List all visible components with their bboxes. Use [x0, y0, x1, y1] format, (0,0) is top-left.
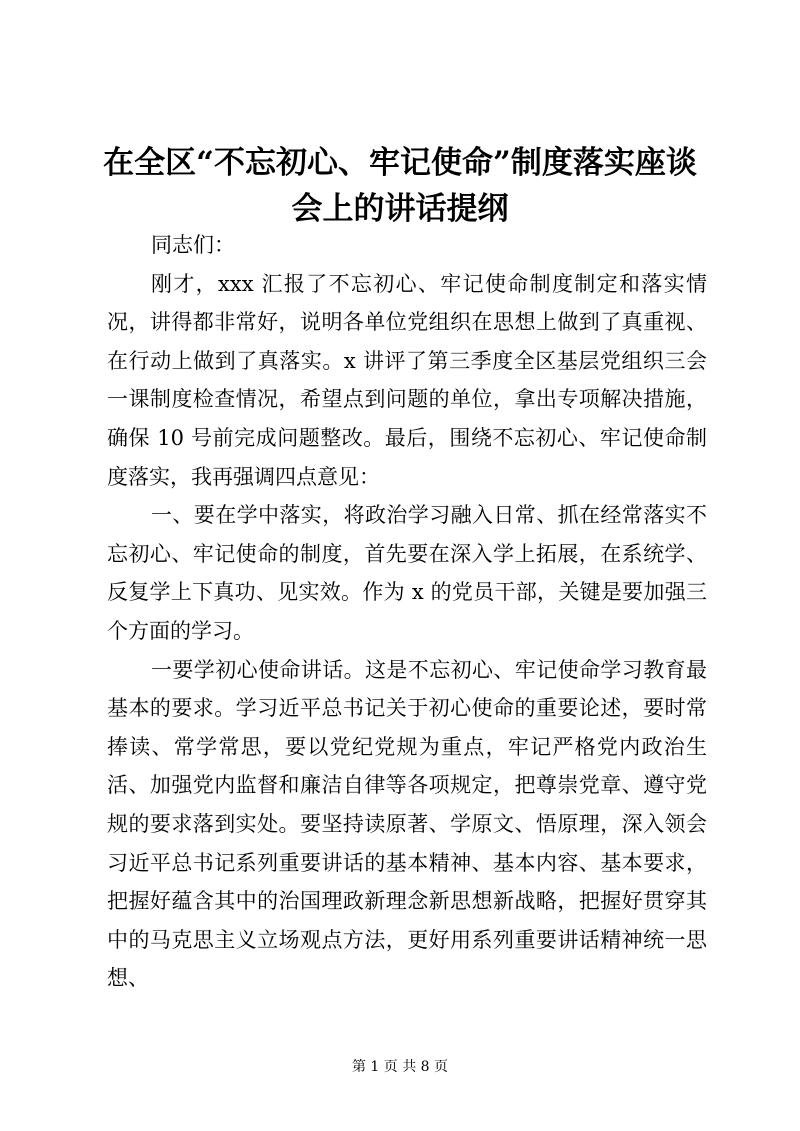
page-footer: 第 1 页 共 8 页: [351, 1059, 449, 1075]
document-title: 在全区“不忘初心、牢记使命”制度落实座谈会上的讲话提纲: [103, 145, 697, 227]
greeting: 同志们：: [151, 233, 235, 257]
paragraph-study-speech: 一要学初心使命讲话。这是不忘初心、牢记使命学习教育最基本的要求。学习近平总书记关于初心使命的重要论述，要时常捧读、常学常思，要以党纪党规为重点，牢记严格党内政治生活、加强党内监督和廉洁自律等各项规定，把尊崇党章、遵守党规的要求落到实处。要坚持读原著、学原文、悟原理，深入领会习近平总书记系列重要讲话的基本精神、基本内容、基本要求，把握好蕴含其中的治国理政新理念新思想新战略，把握好贯穿其中的马克思主义立场观点方法，更好用系列重要讲话精神统一思想、: [107, 657, 707, 991]
paragraph-report-summary: 刚才，xxx 汇报了不忘初心、牢记使命制度制定和落实情况，讲得都非常好，说明各单位党组织在思想上做到了真重视、在行动上做到了真落实。x 讲评了第三季度全区基层党组织三会一课制度检查情况，希望点到问题的单位，拿出专项解决措施，确保 10 号前完成问题整改。最后，围绕不忘初心、牢记使命制度落实，我再强调四点意见：: [107, 271, 707, 489]
document-body: [107, 226, 707, 998]
paragraph-point-one: 一、要在学中落实，将政治学习融入日常、抓在经常落实不忘初心、牢记使命的制度，首先要在深入学上拓展，在系统学、反复学上下真功、见实效。作为 x 的党员干部，关键是要加强三个方面的学习。: [107, 503, 707, 643]
